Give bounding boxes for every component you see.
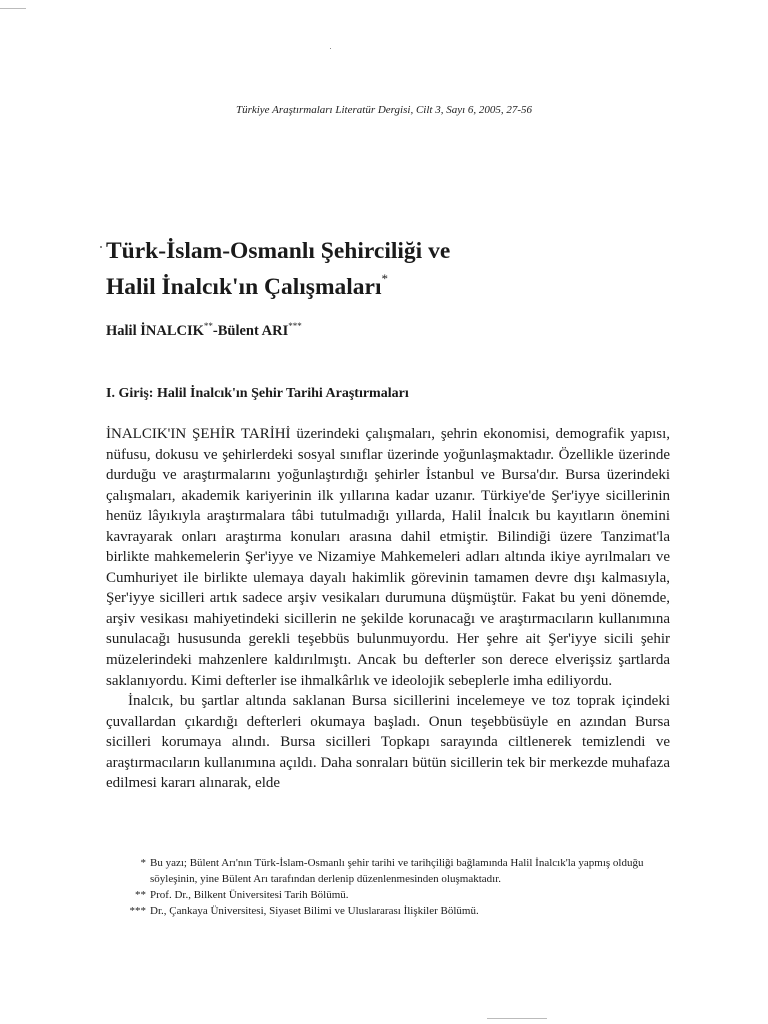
author-2-footnote-mark: ***	[288, 321, 302, 331]
paragraph-2: İnalcık, bu şartlar altında saklanan Bursa sicillerini incelemeye ve toz toprak içindeki çuvallardan çıkardığı defterleri okumaya başladı. Onun teşebbüsüyle en azından Bursa sicilleri korumaya alındı. Bursa sicilleri Topkapı sarayında ciltlenerek temizlendi ve araştırmacıların kullanımına açıldı. Daha sonraları bütün sicillerin tek bir merkezde muhafaza edilmesi kararı alınarak, elde	[106, 693, 670, 792]
author-2: -Bülent ARI	[212, 322, 289, 339]
title-footnote-mark: *	[381, 271, 389, 286]
footnote-mark: ***	[129, 905, 146, 917]
footnote	[106, 903, 670, 919]
running-header: Türkiye Araştırmaları Literatür Dergisi, Cilt 3, Sayı 6, 2005, 27-56	[235, 104, 533, 116]
footnote-text: Dr., Çankaya Üniversitesi, Siyaset Bilimi ve Uluslararası İlişkiler Bölümü.	[150, 905, 479, 917]
author-1-footnote-mark: **	[203, 321, 213, 331]
author-line	[106, 321, 302, 340]
scan-speck	[487, 1018, 547, 1019]
section-heading: I. Giriş: Halil İnalcık'ın Şehir Tarihi Araştırmaları	[106, 386, 409, 401]
footnote-text: Bu yazı; Bülent Arı'nın Türk-İslam-Osmanlı şehir tarihi ve tarihçiliği bağlamında Halil İnalcık'la yapmış olduğu söyleşinin, yine Bülent Arı tarafından derlenip düzenlenmesinden oluşmaktadır.	[150, 857, 644, 885]
footnote-mark: **	[135, 889, 146, 901]
footnotes	[106, 855, 670, 919]
body-text	[106, 424, 670, 794]
footnote	[106, 855, 670, 887]
footnote-text: Prof. Dr., Bilkent Üniversitesi Tarih Bölümü.	[150, 889, 349, 901]
scan-speck	[0, 8, 26, 9]
footnote	[106, 887, 670, 903]
title-line-1: Türk-İslam-Osmanlı Şehirciliği ve	[106, 238, 451, 264]
article-title	[106, 236, 666, 302]
scan-speck	[100, 246, 102, 248]
footnote-mark: *	[140, 857, 146, 869]
scan-speck	[330, 48, 331, 49]
author-1: Halil İNALCIK	[106, 322, 204, 339]
paragraph-1: İNALCIK'IN ŞEHİR TARİHİ üzerindeki çalışmaları, şehrin ekonomisi, demografik yapısı, nüfusu, dokusu ve şehirlerdeki sosyal sınıflar üzerinde yoğunlaşmaktadır. Özellikle üzerinde durduğu ve araştırmalarını yoğunlaştırdığı şehirler İstanbul ve Bursa'dır. Bursa üzerindeki çalışmaları, akademik kariyerinin ilk yıllarına kadar uzanır. Türkiye'de Şer'iyye sicillerinin henüz lâyıkıyla araştırmalara tâbi tutulmadığı yıllarda, Halil İnalcık bu kayıtların önemini kavrayarak onları araştırma konuları arasına dahil etmiştir. Bilindiği üzere Tanzimat'la birlikte mahkemelerin Şer'iyye ve Nizamiye Mahkemeleri adları altında ikiye ayrılmaları ve Cumhuriyet ile birlikte ulemaya dayalı hakimlik görevinin tamamen devre dışı kalmasıyla, Şer'iyye sicilleri artık sadece arşiv vesikaları durumuna düşmüştür. Fakat bu yeni dönemde, arşiv vesikası mahiyetindeki sicillerin ne şekilde korunacağı ve araştırmacıların kullanımına sunulacağı hususunda gerekli teşebbüs bulunmuyordu. Her şehre ait Şer'iyye sicili şehir müzelerindeki mahzenlere kaldırılmıştı. Ancak bu defterler son derece elverişsiz şartlarda saklanıyordu. Kimi defterler ise ihmalkârlık ve ideolojik sebeplerle imha ediliyordu.	[106, 426, 670, 689]
title-line-2: Halil İnalcık'ın Çalışmaları	[106, 273, 382, 300]
